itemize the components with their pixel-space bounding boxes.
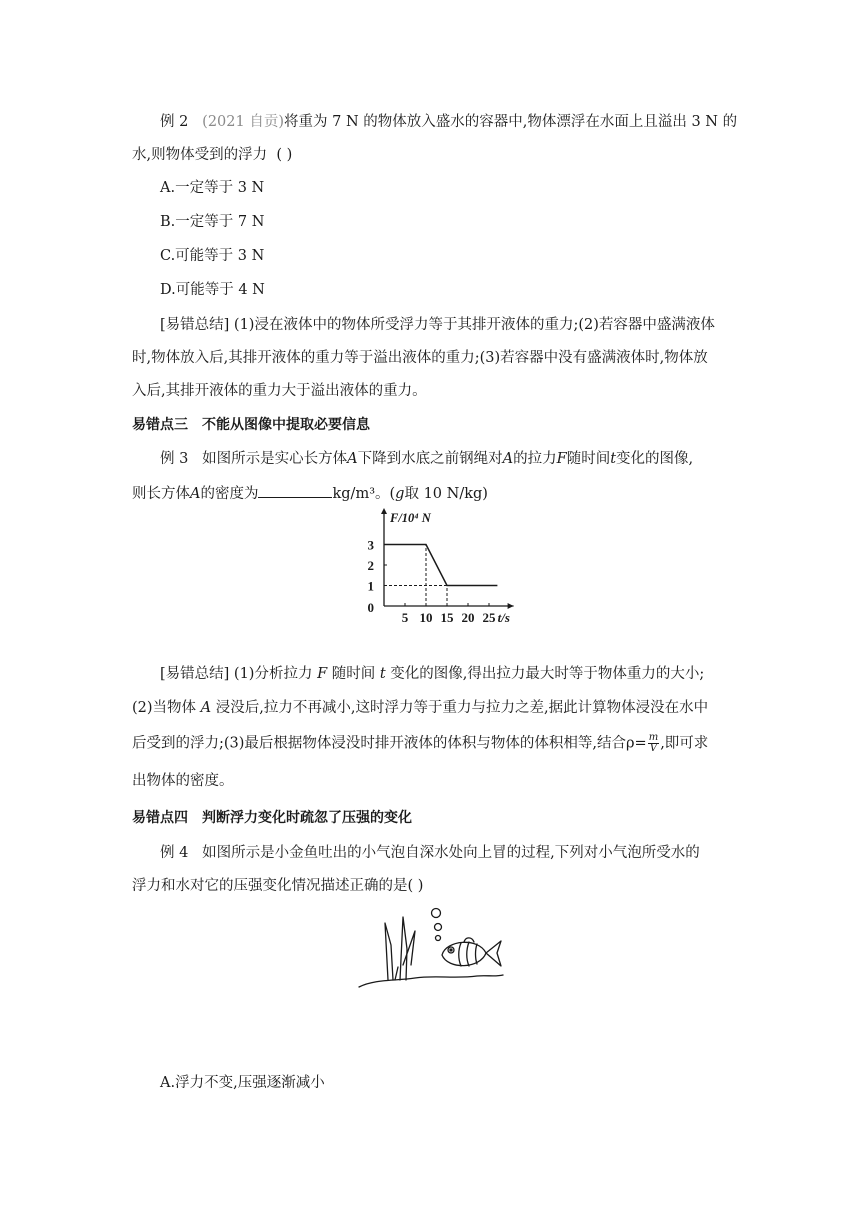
var-F: F (317, 666, 328, 682)
x-tick-label: 20 (461, 610, 475, 625)
summary3-text-1a: [易错总结] (1)分析拉力 (160, 666, 313, 682)
summary2-line-3: 入后,其排开液体的重力大于溢出液体的重力。 (132, 383, 427, 399)
var-A: A (190, 486, 201, 502)
ex4-line-1 (160, 843, 700, 863)
ex2-option-d: D.可能等于 4 N (160, 282, 265, 298)
ex2-line-1 (160, 112, 737, 132)
y-tick-label: 3 (367, 537, 374, 553)
density-fraction (648, 733, 659, 754)
summary3-text-2b: 浸没后,拉力不再减小,这时浮力等于重力与拉力之差,据此计算物体浸没在水中 (215, 700, 709, 716)
section-heading-4: 易错点四 判断浮力变化时疏忽了压强的变化 (132, 810, 412, 826)
x-axis-label: t/s (497, 610, 510, 625)
ex3-text-1b: 下降到水底之前钢绳对 (357, 451, 503, 467)
fish-bubbles-illustration (355, 905, 505, 990)
seaweed-icon (385, 923, 393, 980)
ex2-text-a: 将重为 7 N 的物体放入盛水的容器中,物体漂浮在水面上且溢出 3 N 的 (284, 114, 738, 130)
var-A: A (347, 451, 358, 467)
seaweed-icon (400, 917, 407, 980)
ex3-text-1c: 的拉力 (513, 451, 557, 467)
fraction-numerator: m (648, 732, 659, 743)
ex2-option-b: B.一定等于 7 N (160, 214, 265, 230)
ex2-bracket: ( ) (276, 147, 293, 163)
summary3-line-2 (132, 698, 708, 718)
bubble-icon (432, 909, 441, 918)
x-axis-arrow (508, 603, 514, 609)
var-A: A (502, 451, 514, 467)
var-F: F (556, 451, 567, 467)
var-g: g (395, 486, 405, 502)
ex2-text-b: 水,则物体受到的浮力 (132, 147, 268, 163)
answer-blank (258, 483, 332, 498)
summary3-text-1b: 随时间 (331, 666, 376, 682)
ex3-text-1e: 变化的图像, (616, 451, 694, 467)
fish-icon (442, 942, 486, 965)
summary3-text-1c: 变化的图像,得出拉力最大时等于物体重力的大小; (390, 666, 705, 682)
ex2-line-2 (132, 145, 292, 165)
ex4-option-a: A.浮力不变,压强逐渐减小 (160, 1075, 325, 1091)
ex3-label: 例 3 (160, 451, 189, 467)
seabed-line (359, 975, 503, 987)
ex3-text-1a: 如图所示是实心长方体 (202, 451, 348, 467)
ex2-option-c: C.可能等于 3 N (160, 248, 265, 264)
summary3-text-2a: (2)当物体 (132, 700, 197, 716)
y-axis-arrow (381, 508, 387, 514)
force-time-chart (340, 504, 530, 628)
x-tick-label: 5 (401, 610, 409, 625)
var-t: t (610, 451, 617, 467)
var-A: A (200, 700, 212, 716)
x-tick-label: 25 (482, 610, 496, 625)
force-series-line (384, 545, 497, 586)
ex3-text-2b: 的密度为 (200, 486, 259, 502)
ex3-line-1 (160, 449, 693, 469)
y-tick-label: 2 (367, 558, 374, 573)
ex3-line-2 (132, 483, 488, 504)
section-heading-3: 易错点三 不能从图像中提取必要信息 (132, 417, 370, 433)
summary3-text-3a: 后受到的浮力;(3)最后根据物体浸没时排开液体的体积与物体的体积相等,结合ρ= (132, 735, 647, 752)
bubble-icon (436, 936, 441, 941)
x-tick-label: 10 (419, 610, 433, 625)
x-tick-label: 15 (440, 610, 454, 625)
ex4-line-2: 浮力和水对它的压强变化情况描述正确的是( ) (132, 878, 424, 894)
ex3-text-2c: kg/m³。( (332, 486, 396, 502)
summary3-line-4: 出物体的密度。 (132, 773, 234, 789)
ex3-text-2d: 取 10 N/kg) (404, 486, 488, 502)
summary2-line-1: [易错总结] (1)浸在液体中的物体所受浮力等于其排开液体的重力;(2)若容器中盛满液体 (160, 317, 715, 333)
ex2-label: 例 2 (160, 114, 189, 130)
ex2-source: (2021 自贡) (202, 114, 284, 130)
bubble-icon (435, 924, 442, 931)
summary3-text-3b: ,即可求 (660, 735, 709, 752)
ex4-label: 例 4 (160, 845, 189, 861)
y-axis-label: F/10⁴ N (390, 511, 431, 525)
var-t: t (379, 666, 386, 682)
ex4-text-1: 如图所示是小金鱼吐出的小气泡自深水处向上冒的过程,下列对小气泡所受水的 (202, 845, 700, 861)
summary3-line-3 (132, 733, 708, 754)
ex3-text-1d: 随时间 (566, 451, 611, 467)
summary2-line-2: 时,物体放入后,其排开液体的重力等于溢出液体的重力;(3)若容器中没有盛满液体时,物体放 (132, 350, 708, 366)
ex2-option-a: A.一定等于 3 N (160, 180, 265, 196)
ex3-text-2a: 则长方体 (132, 486, 190, 502)
origin-label: 0 (367, 600, 374, 615)
summary3-line-1 (160, 664, 704, 684)
y-tick-label: 1 (367, 578, 374, 594)
fraction-denominator: V (649, 743, 658, 754)
